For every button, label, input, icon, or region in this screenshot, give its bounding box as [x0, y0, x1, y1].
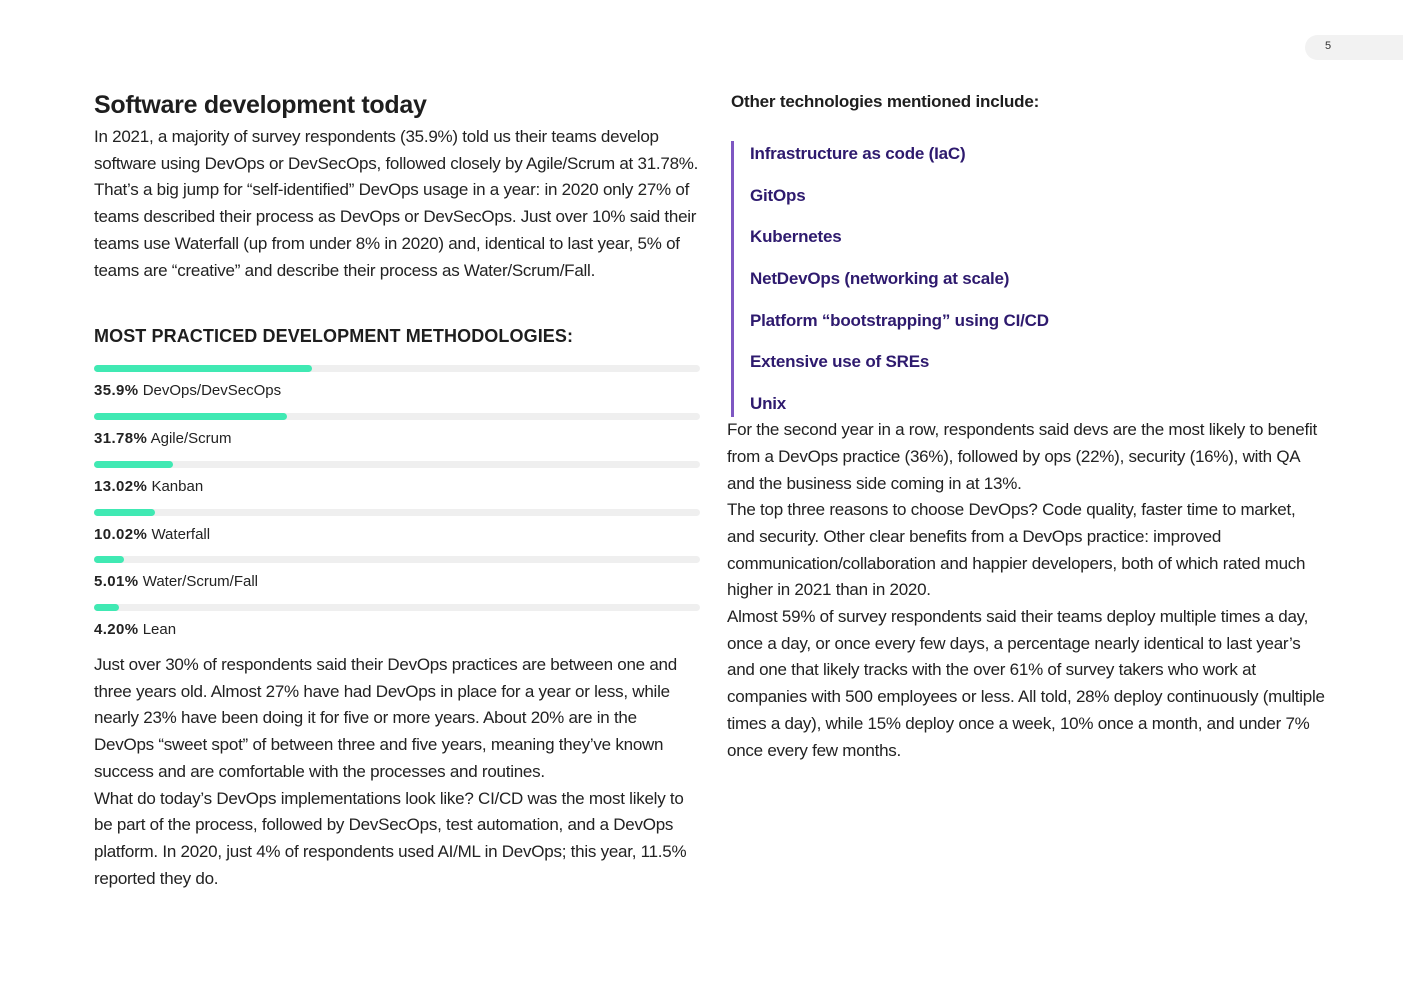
intro-paragraph: In 2021, a majority of survey respondents (35.9%) told us their teams develop software using DevOps or DevSecOps, followed closely by Agile/Scrum at 31.78%. That’s a big jump for “self-identified” DevOps usage in a year: in 2020 only 27% of teams described their process as DevOps or DevSecOps. Just over 10% said their teams use Waterfall (up from under 8% in 2020) and, identical to last year, 5% of teams are “creative” and describe their process as Water/Scrum/Fall. [94, 127, 699, 280]
methodology-row [94, 413, 700, 461]
page-title: Software development today [94, 91, 427, 119]
technologies-list [731, 141, 1327, 417]
bar-fill [94, 556, 124, 563]
left-column [94, 86, 700, 892]
methodology-label [94, 620, 700, 640]
technology-item: Unix [750, 394, 787, 414]
technologies-heading: Other technologies mentioned include: [731, 92, 1040, 111]
methodology-percent: 31.78% [94, 430, 148, 448]
devops-age-paragraph: Just over 30% of respondents said their DevOps practices are between one and three years old. Almost 27% have had DevOps in place for a year or less, while nearly 23% have been doing it for five or more years. About 20% are in the DevOps “sweet spot” of between three and five years, meaning they’ve known success and are comfortable with the processes and routines. [94, 655, 677, 781]
bar-fill [94, 509, 155, 516]
methodology-label [94, 381, 700, 401]
bar-fill [94, 413, 287, 420]
bar-fill [94, 604, 119, 611]
bar-track [94, 461, 700, 468]
technology-item: NetDevOps (networking at scale) [750, 269, 1010, 289]
methodology-name: Water/Scrum/Fall [142, 573, 259, 591]
methodology-label [94, 525, 700, 545]
methodology-name: DevOps/DevSecOps [142, 382, 282, 400]
methodology-percent: 35.9% [94, 382, 139, 400]
methodology-row [94, 461, 700, 509]
technology-item: GitOps [750, 185, 806, 205]
deploy-frequency-paragraph: Almost 59% of survey respondents said their teams deploy multiple times a day, once a day, or once every few days, a percentage nearly identical to last year’s and one that likely tracks with the over 61% of survey takers who work at companies with 500 employees or less. All told, 28% deploy continuously (multiple times a day), while 15% deploy once a week, 10% once a month, and under 7% once every few months. [727, 607, 1325, 760]
methodology-name: Lean [142, 621, 177, 639]
methodology-label [94, 572, 700, 592]
bar-track [94, 509, 700, 516]
bar-track [94, 604, 700, 611]
methodology-percent: 5.01% [94, 573, 139, 591]
methodologies-bar-chart [94, 365, 700, 652]
bar-fill [94, 461, 173, 468]
methodology-name: Agile/Scrum [150, 430, 232, 448]
beneficiaries-paragraph: For the second year in a row, respondents said devs are the most likely to benefit from a DevOps practice (36%), followed by ops (22%), security (16%), with QA and the business side coming in at 13%. [727, 420, 1317, 493]
technology-item: Infrastructure as code (IaC) [750, 144, 966, 163]
bar-fill [94, 365, 312, 372]
technology-item: Platform “bootstrapping” using CI/CD [750, 310, 1049, 330]
bar-track [94, 365, 700, 372]
methodology-percent: 4.20% [94, 621, 139, 639]
methodology-percent: 13.02% [94, 477, 148, 495]
technology-item: Extensive use of SREs [750, 352, 930, 372]
methodology-percent: 10.02% [94, 525, 148, 543]
methodology-row [94, 604, 700, 652]
methodology-name: Waterfall [151, 525, 211, 543]
methodology-row [94, 556, 700, 604]
technology-item: Kubernetes [750, 227, 842, 247]
methodology-name: Kanban [151, 477, 204, 495]
methodology-label [94, 477, 700, 497]
methodology-row [94, 509, 700, 557]
right-column [727, 86, 1327, 764]
page-number-tab [1305, 35, 1403, 60]
devops-implementation-paragraph: What do today’s DevOps implementations look like? CI/CD was the most likely to be part of the process, followed by DevSecOps, test automation, and a DevOps platform. In 2020, just 4% of respondents used AI/ML in DevOps; this year, 11.5% reported they do. [94, 788, 687, 888]
page-number: 5 [1325, 40, 1332, 52]
methodology-label [94, 429, 700, 449]
methodologies-heading: MOST PRACTICED DEVELOPMENT METHODOLOGIES: [94, 326, 574, 347]
bar-track [94, 556, 700, 563]
bar-track [94, 413, 700, 420]
methodology-row [94, 365, 700, 413]
reasons-paragraph: The top three reasons to choose DevOps? Code quality, faster time to market, and security. Other clear benefits from a DevOps practice: improved communication/collaboration and happier developers, both of which rated much higher in 2021 than in 2020. [727, 500, 1306, 600]
